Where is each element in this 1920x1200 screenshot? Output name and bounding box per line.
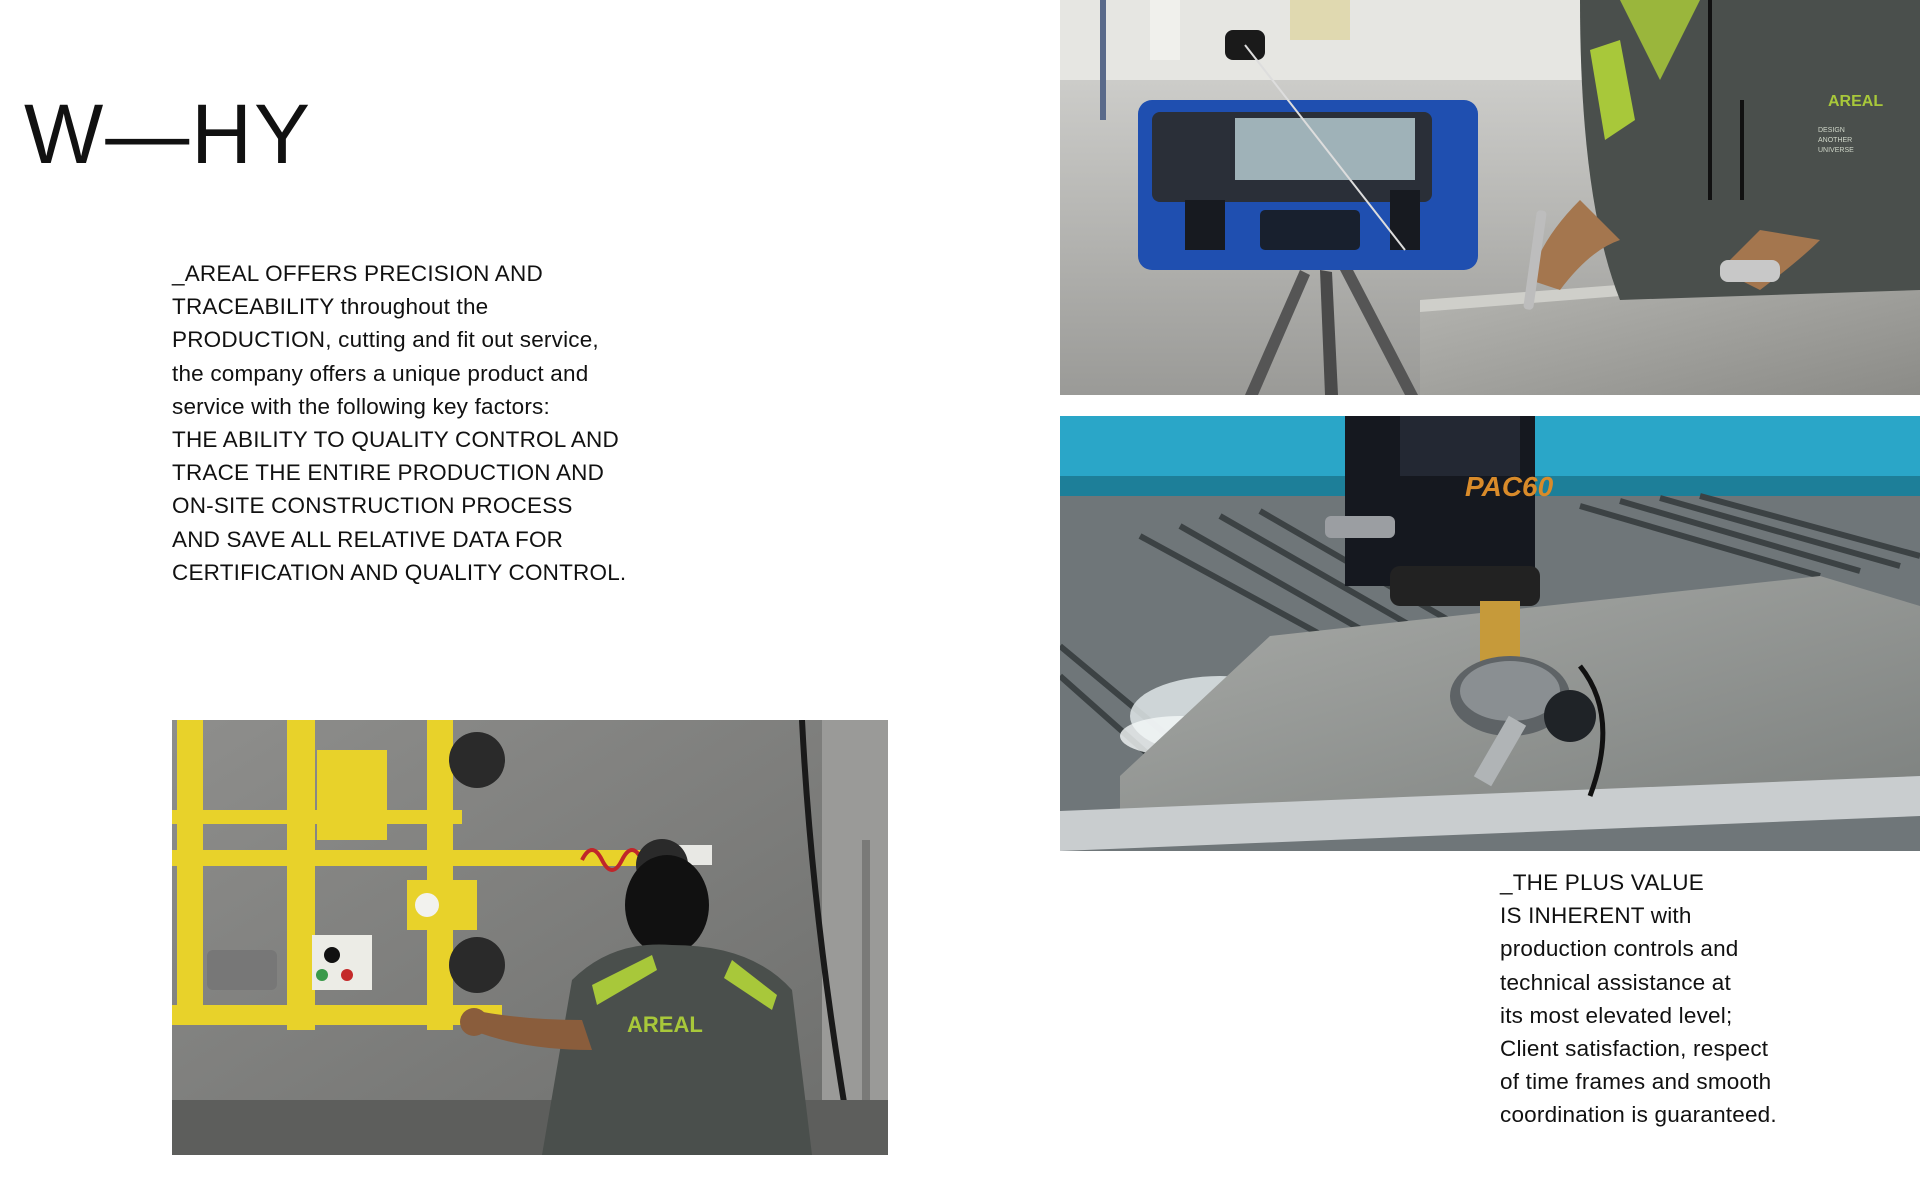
plus-line: IS INHERENT with [1500, 903, 1692, 929]
intro-line: the company offers a unique product and [172, 360, 589, 386]
photo-waterjet-cutter [1060, 416, 1920, 851]
shirt-small-text: UNIVERSE [1818, 147, 1854, 154]
shirt-logo: AREAL [1828, 93, 1884, 110]
shirt-logo: AREAL [627, 1012, 703, 1037]
intro-line: ON-SITE CONSTRUCTION PROCESS [172, 493, 573, 519]
page-title: W—HY [24, 87, 312, 181]
intro-line: THE ABILITY TO QUALITY CONTROL AND [172, 426, 619, 452]
intro-line: TRACEABILITY throughout the [172, 294, 489, 320]
plus-line: _THE PLUS VALUE [1500, 870, 1704, 895]
plus-line: production controls and [1500, 936, 1739, 962]
photo-measuring-device [1060, 0, 1920, 395]
plus-line: its most elevated level; [1500, 1002, 1733, 1028]
plus-line: Client satisfaction, respect [1500, 1035, 1769, 1061]
head-label: PAC60 [1465, 471, 1554, 502]
photo-vacuum-lifter [172, 720, 888, 1155]
plus-line: coordination is guaranteed. [1500, 1102, 1777, 1128]
shirt-small-text: ANOTHER [1818, 137, 1853, 144]
plus-line: technical assistance at [1500, 969, 1731, 995]
intro-line: PRODUCTION, cutting and fit out service, [172, 327, 599, 353]
intro-line: AND SAVE ALL RELATIVE DATA FOR [172, 526, 564, 552]
intro-line: TRACE THE ENTIRE PRODUCTION AND [172, 460, 605, 486]
intro-line: CERTIFICATION AND QUALITY CONTROL. [172, 559, 627, 585]
plus-line: of time frames and smooth [1500, 1069, 1772, 1095]
plus-value-text [1500, 866, 1777, 1132]
intro-line: _AREAL OFFERS PRECISION AND [172, 261, 543, 286]
shirt-small-text: DESIGN [1818, 127, 1845, 134]
intro-text [172, 257, 626, 589]
intro-line: service with the following key factors: [172, 393, 550, 419]
